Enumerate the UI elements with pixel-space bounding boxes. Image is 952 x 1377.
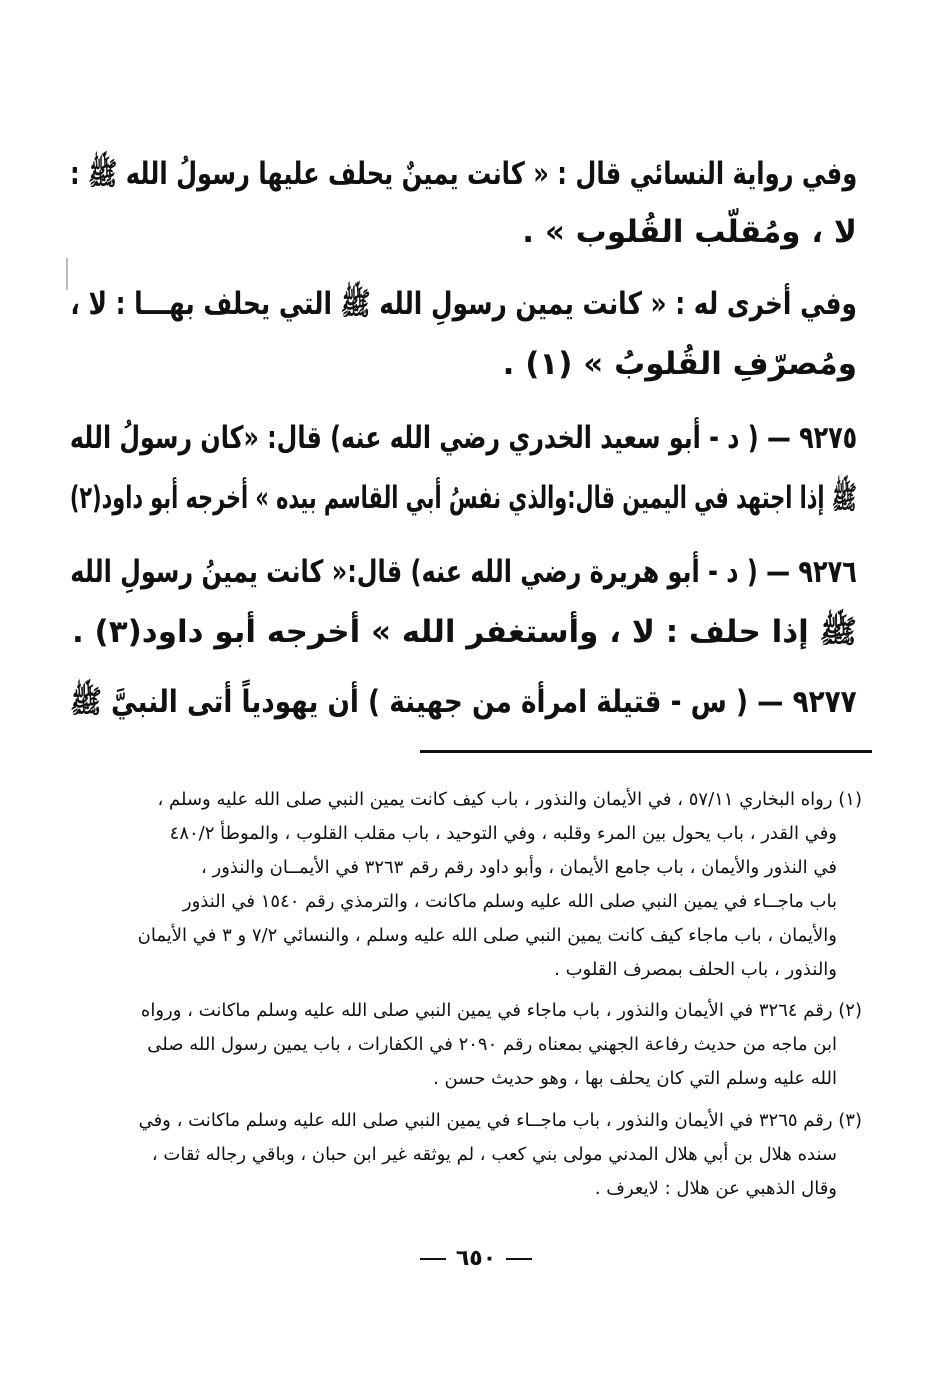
footnote-1-line-3: في النذور والأيمان ، باب جامع الأيمان ، وأبو داود رقم رقم ٣٢٦٣ في الأيمــان والنذور ، (200, 857, 837, 878)
hadith-9276-line-1: ٩٢٧٦ — ( د - أبو هريرة رضي الله عنه) قال:« كانت يمينُ رسولِ الله (70, 554, 857, 590)
footnote-1-line-1: (١) رواه البخاري ٥٧/١١ ، في الأيمان والنذور ، باب كيف كانت يمين النبي صلى الله عليه وسلم ، (157, 789, 862, 810)
footnote-2-line-3: الله عليه وسلم التي كان يحلف بها ، وهو حديث حسن . (433, 1068, 837, 1089)
hadith-9275-line-1: ٩٢٧٥ — ( د - أبو سعيد الخدري رضي الله عنه) قال: «كان رسولُ الله (69, 420, 857, 456)
footnote-1-line-4: باب ماجــاء في يمين النبي صلى الله عليه وسلم ماكانت ، والترمذي رقم ١٥٤٠ في النذور (182, 891, 837, 912)
hadith-9277-line-1: ٩٢٧٧ — ( س - قتيلة امرأة من جهينة ) أن يهودياً أتى النبيَّ ﷺ (70, 684, 857, 720)
page-number-dash-right (506, 1258, 532, 1260)
footnote-1-line-5: والأيمان ، باب ماجاء كيف كانت يمين النبي صلى الله عليه وسلم ، والنسائي ٧/٢ و ٣ في الأيمان (137, 925, 837, 946)
hadith-9276-line-2: ﷺ إذا حلف : لا ، وأستغفر الله » أخرجه أبو داود(٣) . (71, 614, 857, 650)
main-text-line-1: وفي رواية النسائي قال : « كانت يمينٌ يحلف عليها رسولُ الله ﷺ : (69, 156, 857, 192)
hadith-9275-line-2: ﷺ إذا اجتهد في اليمين قال:والذي نفسُ أبي القاسم بيده » أخرجه أبو داود(٢) (69, 480, 858, 516)
main-text-line-2: لا ، ومُقلّب القُلوب » . (522, 214, 857, 250)
footnote-3-line-1: (٣) رقم ٣٢٦٥ في الأيمان والنذور ، باب ماجــاء في يمين النبي صلى الله عليه وسلم ماكانت ، وفي (138, 1110, 862, 1131)
main-text-line-3: وفي أخرى له : « كانت يمين رسولِ الله ﷺ التي يحلف بهـــا : لا ، (70, 286, 857, 322)
footnote-1-line-2: وفي القدر ، باب يحول بين المرء وقلبه ، وفي التوحيد ، باب مقلب القلوب ، والموطأ ٤٨٠/٢ (169, 823, 837, 844)
footnote-2-line-1: (٢) رقم ٣٢٦٤ في الأيمان والنذور ، باب ماجاء في يمين النبي صلى الله عليه وسلم ماكانت ، ورواه (140, 1000, 862, 1021)
footnote-1-line-6: والنذور ، باب الحلف بمصرف القلوب . (554, 959, 837, 980)
margin-mark (66, 258, 68, 290)
footnote-3-line-3: وقال الذهبي عن هلال : لايعرف . (594, 1178, 837, 1199)
page-number-footer (0, 1246, 952, 1271)
footnote-3-line-2: سنده هلال بن أبي هلال المدني مولى بني كعب ، لم يوثقه غير ابن حبان ، وباقي رجاله ثقات ، (151, 1144, 837, 1165)
main-text-line-4: ومُصرّفِ القُلوبُ » (١) . (502, 346, 857, 382)
footnote-2-line-2: ابن ماجه من حديث رفاعة الجهني بمعناه رقم ٢٠٩٠ في الكفارات ، باب يمين رسول الله صلى (147, 1034, 837, 1055)
footnote-separator (420, 750, 872, 753)
page-number-dash-left (420, 1258, 446, 1260)
page-number: ٦٥٠ (455, 1246, 497, 1271)
